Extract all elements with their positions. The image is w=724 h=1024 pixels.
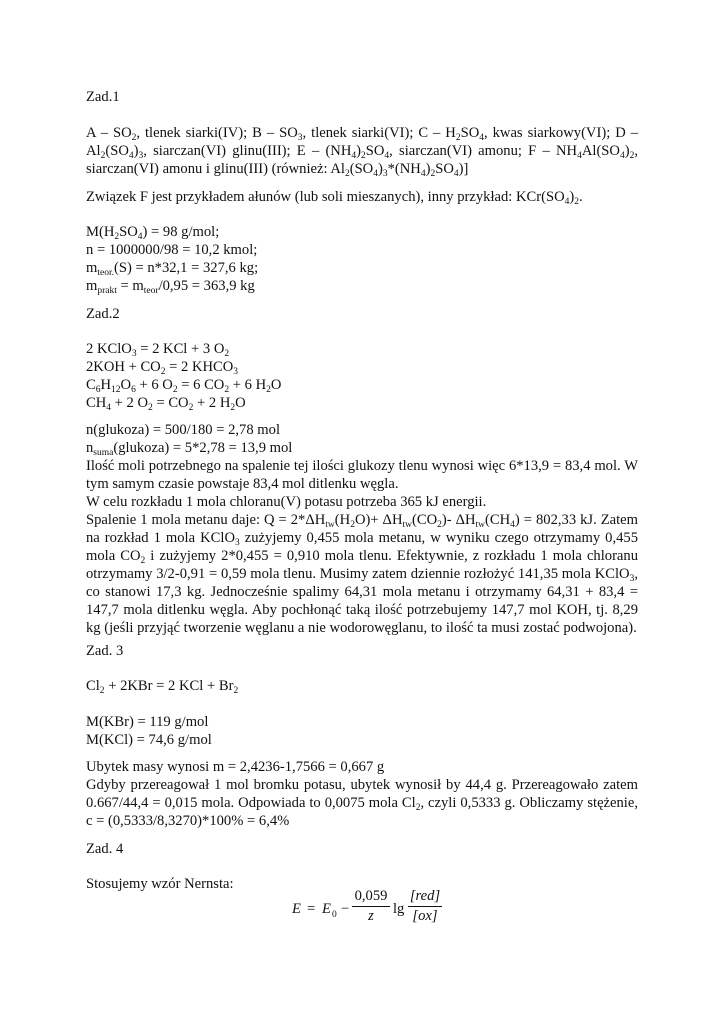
zad2-equations: [86, 340, 638, 412]
subscript: 2: [188, 403, 194, 413]
zad1-calc-theoretical: $m_{teor.}(S) = n*32,1 = 327,6$ kg;: [86, 260, 259, 278]
subscript: 3: [131, 349, 137, 359]
subscript: 4: [137, 232, 143, 242]
subscript: 2: [437, 520, 442, 530]
subscript: 3: [233, 367, 239, 377]
subscript: 3: [382, 169, 388, 179]
zad2-equation-1: 2 KClO$_3$ = 2 KCl + 3 $O_2$: [86, 341, 230, 359]
subscript: 6: [131, 385, 136, 395]
zad2-heading: Zad.2: [86, 306, 120, 322]
formula-red: [red]: [409, 888, 441, 904]
zad4-intro: Stosujemy wzór Nernsta:: [86, 876, 234, 892]
zad1-calc-moles: n = 1000000/98 = 10,2 kmol;: [86, 242, 258, 258]
zad3-solution: [86, 758, 638, 830]
subscript: 4: [619, 151, 625, 161]
subscript: tw: [402, 520, 412, 530]
zad1-paragraph-compounds: A – $SO_2$, tlenek siarki(IV); B – $SO_3$, tlenek siarki(VI); C – $H_2SO_4$, kwas siarkowy(VI); D – $Al_2(SO_4)_3$, siarczan(VI) glinu(III); E – $(NH_4)_2SO_4$, siarczan(VI) amonu; F – $NH_4Al(SO_4)_2$, siarczan(VI) amonu i glinu(III) (również: $Al_2(SO_4)_3*(NH_4)_2SO_4$)]: [86, 125, 639, 179]
zad2-equation-2: $2KOH + CO_2 = 2$ $KHCO_3$: [86, 359, 239, 377]
zad1-paragraph-alums: Związek F jest przykładem ałunów (lub soli mieszanych), inny przykład: $KCr(SO_4)_2$.: [86, 189, 583, 207]
subscript: 4: [564, 197, 570, 207]
subscript: 3: [629, 574, 635, 584]
zad2-glucose-moles: n(glukoza) = 500/180 = 2,78 mol: [86, 422, 280, 438]
subscript: 2: [224, 385, 230, 395]
nernst-equation: [292, 888, 442, 932]
subscript: 2: [100, 151, 106, 161]
subscript: 2: [574, 197, 580, 207]
zad3-equation: $Cl_2 + 2KBr = 2$ KCl + $Br_2$: [86, 678, 239, 696]
zad2-equation-4: $CH_4 + 2$ $O_2 = CO_2 + 2$ $H_2O$: [86, 395, 246, 413]
subscript: 4: [128, 151, 134, 161]
subscript: 6: [95, 385, 101, 395]
zad4-heading: Zad. 4: [86, 841, 124, 857]
subscript: 2: [140, 556, 146, 566]
subscript: teor: [143, 286, 159, 296]
subscript: 4: [106, 403, 112, 413]
zad3-concentration-text: Gdyby przereagował 1 mol bromku potasu, ubytek wynosił by 44,4 g. Przereagowało zatem 0.667/44,4 = 0,015 mola. Odpowiada to 0,0075 mola $Cl_2$, czyli 0,5333 g. Obliczamy stężenie, c = (0,5333/8,3270)*100% = 6,4%: [86, 777, 638, 829]
subscript: suma: [93, 448, 114, 458]
formula-lg: lg: [393, 901, 405, 917]
zad3-mass-kbr: M(KBr) = 119 g/mol: [86, 714, 209, 730]
formula-denominator: z: [368, 908, 374, 924]
subscript: 2: [361, 151, 366, 161]
subscript: 3: [297, 133, 303, 143]
subscript: 4: [420, 169, 426, 179]
subscript: 2: [160, 367, 166, 377]
subscript: 2: [415, 803, 421, 813]
formula-subscript-0: 0: [332, 910, 337, 920]
subscript: 2: [350, 520, 355, 530]
zad1-heading: Zad.1: [86, 89, 120, 105]
formula-ox: [ox]: [412, 908, 438, 924]
subscript: 2: [148, 403, 153, 413]
subscript: 2: [629, 151, 635, 161]
zad3-molar-masses: [86, 713, 638, 749]
subscript: teor.: [97, 268, 114, 278]
subscript: 4: [384, 151, 390, 161]
zad2-energy-text: W celu rozkładu 1 mola chloranu(V) potasu potrzeba 365 kJ energii.: [86, 494, 487, 510]
subscript: tw: [325, 520, 335, 530]
subscript: 4: [453, 169, 459, 179]
subscript: 2: [233, 686, 239, 696]
zad3-mass-loss: Ubytek masy wynosi m = 2,4236-1,7566 = 0,667 g: [86, 759, 385, 775]
subscript: 4: [373, 169, 378, 179]
zad1-calculations: [86, 223, 638, 295]
subscript: 2: [344, 169, 350, 179]
formula-fraction-concentrations: [408, 888, 442, 925]
formula-numerator: 0,059: [354, 888, 388, 904]
subscript: tw: [475, 520, 486, 530]
subscript: prakt: [97, 286, 117, 296]
subscript: 2: [114, 232, 120, 242]
subscript: 2: [99, 686, 105, 696]
zad3-heading: Zad. 3: [86, 643, 124, 659]
subscript: 3: [235, 538, 240, 548]
subscript: 12: [111, 385, 121, 395]
formula-minus: −: [341, 901, 350, 917]
subscript: 2: [224, 349, 230, 359]
zad3-mass-kcl: M(KCl) = 74,6 g/mol: [86, 732, 212, 748]
subscript: 2: [430, 169, 436, 179]
fraction-bar: [352, 906, 390, 907]
fraction-bar: [408, 906, 442, 907]
zad2-methane-text: Spalenie 1 mola metanu daje: $Q = 2*\Delta H_{tw}(H_2O)+ \Delta H_{tw}(CO_2)-$ $\Delta H_{tw}(CH_4) = 802,33$ kJ. Zatem na rozkład 1 mola KClO$_3$ zużyjemy 0,455 mola metanu, w wyniku czego otrzymamy 0,455 mola $CO_2$ i zużyjemy 2*0,455 = 0,910 mola tlenu. Efektywnie, z rozkładu 1 mola chloranu otrzymamy 3/2-0,91 = 0,59 mola tlenu. Musimy zatem dziennie rozłożyć 141,35 mola KClO$_3$, co stanowi 17,3 kg. Jednocześnie spalimy 64,31 mola metanu i otrzymamy 64,31 + 83,4 = 147,7 mola ditlenku węgla. Aby pochłonąć taką ilość potrzebujemy 147,7 mol KOH, tj. 8,29 kg (jeśli przyjąć tworzenie węglanu a nie wodorowęglanu, to ilość ta musi zostać podwojona).: [86, 512, 639, 636]
subscript: 4: [577, 151, 582, 161]
zad1-calc-molar-mass: $M(H_2SO_4) = 98$ g/mol;: [86, 224, 220, 242]
formula-fraction-coefficient: [352, 888, 390, 925]
formula-e0: E: [322, 901, 331, 917]
zad1-calc-practical: $m_{prakt} = m_{teor}/0,95 = 363,9$ kg: [86, 278, 255, 296]
subscript: 4: [479, 133, 484, 143]
subscript: 2: [266, 385, 271, 395]
subscript: 2: [455, 133, 461, 143]
zad2-glucose-total: $n_{suma}(glukoza) = 5*2,78 = 13,9$ mol: [86, 440, 293, 458]
subscript: 4: [510, 520, 515, 530]
formula-e: E: [292, 901, 301, 917]
subscript: 4: [351, 151, 357, 161]
subscript: 2: [230, 403, 236, 413]
subscript: 2: [131, 133, 137, 143]
subscript: 2: [172, 385, 178, 395]
formula-equals: =: [307, 901, 316, 917]
zad2-oxygen-text: Ilość moli potrzebnego na spalenie tej ilości glukozy tlenu wynosi więc 6*13,9 = 83,4 mol. W tym samym czasie powstaje 83,4 mol ditlenku węgla.: [86, 458, 638, 492]
zad2-solution: [86, 421, 638, 637]
zad2-equation-3: $C_6H_{12}O_6 + 6$ $O_2 = 6$ $CO_2 + 6$ $H_2O$: [86, 377, 282, 395]
subscript: 3: [138, 151, 144, 161]
